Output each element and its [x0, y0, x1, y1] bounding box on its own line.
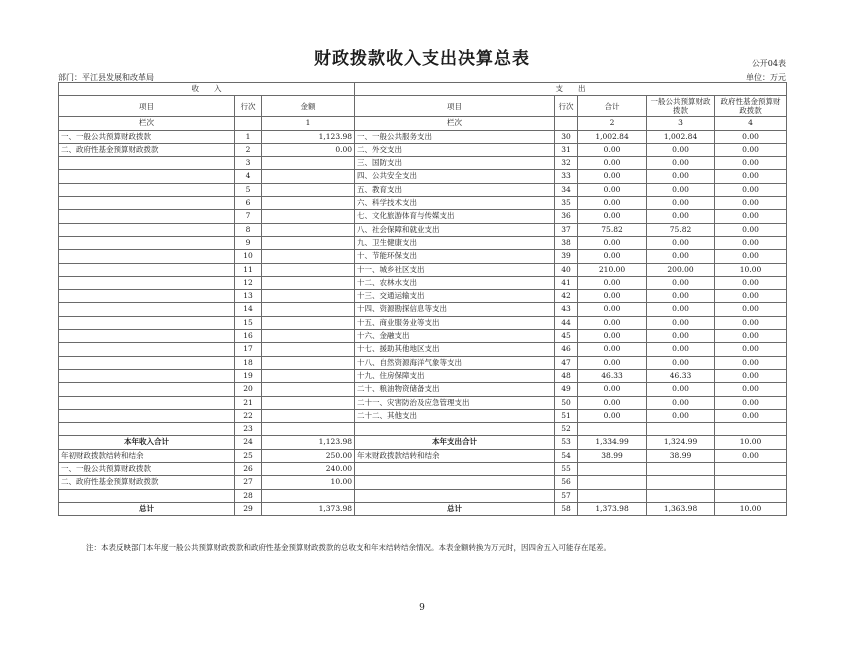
income-item-cell [59, 343, 235, 356]
income-item-cell [59, 210, 235, 223]
expense-line-cell: 41 [555, 276, 578, 289]
total-cell: 0.00 [578, 396, 647, 409]
income-amount-cell: 0.00 [262, 143, 355, 156]
unit-label: 单位：万元 [746, 73, 786, 82]
general-cell: 0.00 [647, 356, 715, 369]
income-amount-cell: 1,123.98 [262, 436, 355, 449]
income-line-cell: 23 [235, 423, 262, 436]
income-item-cell [59, 303, 235, 316]
income-item-cell [59, 489, 235, 502]
total-cell: 0.00 [578, 157, 647, 170]
income-line-cell: 11 [235, 263, 262, 276]
fund-cell: 0.00 [715, 143, 787, 156]
income-line-cell: 1 [235, 130, 262, 143]
fund-cell: 0.00 [715, 343, 787, 356]
table-row [59, 423, 787, 436]
table-row [59, 489, 787, 502]
total-cell: 75.82 [578, 223, 647, 236]
expense-item-cell: 十六、金融支出 [355, 330, 555, 343]
general-cell: 0.00 [647, 330, 715, 343]
table-row [59, 409, 787, 422]
table-row [59, 197, 787, 210]
fund-index: 4 [715, 117, 787, 130]
income-amount-cell [262, 263, 355, 276]
income-item-cell [59, 170, 235, 183]
expense-item-cell: 十七、援助其他地区支出 [355, 343, 555, 356]
table-row [59, 330, 787, 343]
expense-item-cell: 六、科学技术支出 [355, 197, 555, 210]
fund-cell: 0.00 [715, 290, 787, 303]
income-amount-cell [262, 303, 355, 316]
department-label: 部门：平江县发展和改革局 [58, 73, 154, 82]
income-amount-cell [262, 276, 355, 289]
income-line-cell: 22 [235, 409, 262, 422]
general-cell: 0.00 [647, 143, 715, 156]
general-cell: 46.33 [647, 369, 715, 382]
income-line-cell: 15 [235, 316, 262, 329]
income-amount-cell [262, 250, 355, 263]
income-line-cell: 4 [235, 170, 262, 183]
fund-cell [715, 489, 787, 502]
table-row [59, 263, 787, 276]
table-row [59, 476, 787, 489]
general-cell: 200.00 [647, 263, 715, 276]
total-cell: 0.00 [578, 290, 647, 303]
income-amount-cell [262, 423, 355, 436]
expense-line-cell: 31 [555, 143, 578, 156]
expense-line-cell: 44 [555, 316, 578, 329]
income-item-cell [59, 157, 235, 170]
income-item-cell [59, 197, 235, 210]
income-line-cell: 8 [235, 223, 262, 236]
income-amount-cell [262, 396, 355, 409]
total-cell: 1,002.84 [578, 130, 647, 143]
total-cell: 0.00 [578, 343, 647, 356]
income-amount-cell [262, 383, 355, 396]
expense-item-cell: 二十、粮油物资储备支出 [355, 383, 555, 396]
expense-section-header: 支 出 [355, 83, 787, 96]
fund-budget-header: 政府性基金预算财政拨款 [715, 96, 787, 117]
expense-line-cell: 58 [555, 502, 578, 515]
table-row [59, 210, 787, 223]
expense-item-cell: 总计 [355, 502, 555, 515]
expense-index-line [555, 117, 578, 130]
fund-cell: 0.00 [715, 223, 787, 236]
expense-item-cell: 七、文化旅游体育与传媒支出 [355, 210, 555, 223]
income-item-cell: 年初财政拨款结转和结余 [59, 449, 235, 462]
expense-item-cell: 本年支出合计 [355, 436, 555, 449]
total-cell: 210.00 [578, 263, 647, 276]
table-row [59, 369, 787, 382]
expense-line-cell: 55 [555, 463, 578, 476]
income-line-cell: 16 [235, 330, 262, 343]
expense-line-cell: 45 [555, 330, 578, 343]
income-item-cell [59, 383, 235, 396]
expense-line-cell: 48 [555, 369, 578, 382]
general-index: 3 [647, 117, 715, 130]
income-amount-cell [262, 290, 355, 303]
expense-item-cell: 一、一般公共服务支出 [355, 130, 555, 143]
income-item-cell [59, 263, 235, 276]
fund-cell: 0.00 [715, 197, 787, 210]
table-row [59, 236, 787, 249]
expense-line-cell: 43 [555, 303, 578, 316]
income-line-cell: 21 [235, 396, 262, 409]
general-cell: 0.00 [647, 396, 715, 409]
expense-line-cell: 30 [555, 130, 578, 143]
total-cell: 0.00 [578, 276, 647, 289]
table-row [59, 463, 787, 476]
income-item-cell: 一、一般公共预算财政拨款 [59, 463, 235, 476]
fund-cell: 0.00 [715, 170, 787, 183]
general-cell: 0.00 [647, 316, 715, 329]
form-number: 公开04表 [751, 59, 786, 68]
general-cell: 75.82 [647, 223, 715, 236]
income-line-cell: 27 [235, 476, 262, 489]
table-row [59, 343, 787, 356]
income-amount-cell [262, 489, 355, 502]
income-item-cell [59, 223, 235, 236]
expense-item-cell: 五、教育支出 [355, 183, 555, 196]
table-row [59, 143, 787, 156]
expense-line-cell: 35 [555, 197, 578, 210]
table-row [59, 157, 787, 170]
income-amount-cell [262, 236, 355, 249]
expense-item-cell: 三、国防支出 [355, 157, 555, 170]
fund-cell: 0.00 [715, 276, 787, 289]
table-row [59, 396, 787, 409]
budget-summary-table [58, 82, 787, 516]
table-row [59, 383, 787, 396]
fund-cell: 0.00 [715, 396, 787, 409]
expense-item-cell: 十九、住房保障支出 [355, 369, 555, 382]
total-cell: 38.99 [578, 449, 647, 462]
expense-item-cell [355, 489, 555, 502]
income-amount-cell: 1,123.98 [262, 130, 355, 143]
total-cell: 0.00 [578, 250, 647, 263]
income-amount-cell: 240.00 [262, 463, 355, 476]
income-section-header: 收 入 [59, 83, 355, 96]
general-cell: 38.99 [647, 449, 715, 462]
general-cell [647, 423, 715, 436]
income-item-cell [59, 423, 235, 436]
income-item-cell [59, 183, 235, 196]
income-line-cell: 10 [235, 250, 262, 263]
income-amount-header: 金额 [262, 96, 355, 117]
expense-line-cell: 38 [555, 236, 578, 249]
table-row [59, 250, 787, 263]
total-cell: 0.00 [578, 356, 647, 369]
page-number: 9 [419, 603, 425, 613]
income-amount-cell [262, 343, 355, 356]
expense-item-cell: 九、卫生健康支出 [355, 236, 555, 249]
fund-cell: 0.00 [715, 183, 787, 196]
income-amount-cell [262, 316, 355, 329]
column-index-row [59, 117, 787, 130]
report-title: 财政拨款收入支出决算总表 [314, 49, 530, 69]
income-line-cell: 20 [235, 383, 262, 396]
expense-index-label: 栏次 [355, 117, 555, 130]
fund-cell: 0.00 [715, 356, 787, 369]
expense-item-cell [355, 423, 555, 436]
fund-cell [715, 463, 787, 476]
fund-cell: 0.00 [715, 236, 787, 249]
section-header-row [59, 83, 787, 96]
total-cell [578, 489, 647, 502]
income-line-cell: 18 [235, 356, 262, 369]
income-amount-cell [262, 197, 355, 210]
income-item-cell [59, 236, 235, 249]
income-line-cell: 24 [235, 436, 262, 449]
income-line-cell: 14 [235, 303, 262, 316]
income-amount-cell [262, 356, 355, 369]
expense-line-header: 行次 [555, 96, 578, 117]
expense-item-cell: 十四、资源勘探信息等支出 [355, 303, 555, 316]
income-index-amount: 1 [262, 117, 355, 130]
table-row [59, 303, 787, 316]
income-index-line [235, 117, 262, 130]
general-budget-header: 一般公共预算财政拨款 [647, 96, 715, 117]
general-cell: 0.00 [647, 170, 715, 183]
general-cell: 0.00 [647, 250, 715, 263]
total-cell: 0.00 [578, 210, 647, 223]
expense-line-cell: 57 [555, 489, 578, 502]
expense-line-cell: 46 [555, 343, 578, 356]
expense-line-cell: 51 [555, 409, 578, 422]
general-cell: 0.00 [647, 343, 715, 356]
general-cell: 0.00 [647, 303, 715, 316]
income-item-cell: 二、政府性基金预算财政拨款 [59, 143, 235, 156]
income-line-cell: 3 [235, 157, 262, 170]
income-line-cell: 26 [235, 463, 262, 476]
table-row [59, 502, 787, 515]
total-cell: 0.00 [578, 383, 647, 396]
general-cell: 0.00 [647, 290, 715, 303]
expense-item-cell: 四、公共安全支出 [355, 170, 555, 183]
expense-line-cell: 39 [555, 250, 578, 263]
total-cell: 0.00 [578, 330, 647, 343]
expense-item-cell: 二、外交支出 [355, 143, 555, 156]
expense-item-cell: 十八、自然资源海洋气象等支出 [355, 356, 555, 369]
table-row [59, 290, 787, 303]
expense-line-cell: 42 [555, 290, 578, 303]
income-item-cell: 一、一般公共预算财政拨款 [59, 130, 235, 143]
income-line-cell: 17 [235, 343, 262, 356]
expense-item-cell: 十二、农林水支出 [355, 276, 555, 289]
fund-cell: 0.00 [715, 250, 787, 263]
fund-cell: 0.00 [715, 330, 787, 343]
income-amount-cell [262, 409, 355, 422]
income-line-cell: 7 [235, 210, 262, 223]
total-cell: 46.33 [578, 369, 647, 382]
income-amount-cell [262, 157, 355, 170]
income-item-cell [59, 356, 235, 369]
expense-item-header: 项目 [355, 96, 555, 117]
expense-line-cell: 34 [555, 183, 578, 196]
expense-line-cell: 53 [555, 436, 578, 449]
income-line-header: 行次 [235, 96, 262, 117]
income-amount-cell: 250.00 [262, 449, 355, 462]
total-cell: 0.00 [578, 316, 647, 329]
total-cell: 0.00 [578, 183, 647, 196]
table-row [59, 223, 787, 236]
total-cell [578, 463, 647, 476]
fund-cell: 0.00 [715, 409, 787, 422]
income-item-cell [59, 276, 235, 289]
expense-line-cell: 50 [555, 396, 578, 409]
income-index-label: 栏次 [59, 117, 235, 130]
fund-cell [715, 423, 787, 436]
general-cell [647, 476, 715, 489]
table-row [59, 356, 787, 369]
table-row [59, 276, 787, 289]
fund-cell: 10.00 [715, 502, 787, 515]
expense-line-cell: 32 [555, 157, 578, 170]
general-cell [647, 463, 715, 476]
table-row [59, 316, 787, 329]
income-item-cell [59, 396, 235, 409]
fund-cell: 0.00 [715, 210, 787, 223]
general-cell: 0.00 [647, 276, 715, 289]
fund-cell [715, 476, 787, 489]
expense-line-cell: 33 [555, 170, 578, 183]
income-amount-cell [262, 223, 355, 236]
total-cell: 0.00 [578, 143, 647, 156]
total-header: 合计 [578, 96, 647, 117]
fund-cell: 0.00 [715, 316, 787, 329]
income-item-cell [59, 409, 235, 422]
expense-line-cell: 52 [555, 423, 578, 436]
income-line-cell: 2 [235, 143, 262, 156]
fund-cell: 0.00 [715, 157, 787, 170]
income-amount-cell [262, 210, 355, 223]
income-amount-cell: 1,373.98 [262, 502, 355, 515]
income-amount-cell: 10.00 [262, 476, 355, 489]
income-amount-cell [262, 183, 355, 196]
expense-item-cell: 十一、城乡社区支出 [355, 263, 555, 276]
expense-item-cell: 十三、交通运输支出 [355, 290, 555, 303]
income-line-cell: 25 [235, 449, 262, 462]
income-item-cell [59, 369, 235, 382]
general-cell: 0.00 [647, 197, 715, 210]
income-item-cell: 总计 [59, 502, 235, 515]
total-index: 2 [578, 117, 647, 130]
fund-cell: 0.00 [715, 383, 787, 396]
total-cell: 1,334.99 [578, 436, 647, 449]
income-amount-cell [262, 369, 355, 382]
income-line-cell: 28 [235, 489, 262, 502]
income-line-cell: 12 [235, 276, 262, 289]
expense-line-cell: 40 [555, 263, 578, 276]
income-line-cell: 29 [235, 502, 262, 515]
expense-item-cell [355, 476, 555, 489]
income-item-header: 项目 [59, 96, 235, 117]
general-cell [647, 489, 715, 502]
total-cell: 1,373.98 [578, 502, 647, 515]
general-cell: 0.00 [647, 157, 715, 170]
general-cell: 1,002.84 [647, 130, 715, 143]
table-row [59, 130, 787, 143]
general-cell: 1,324.99 [647, 436, 715, 449]
expense-line-cell: 37 [555, 223, 578, 236]
expense-item-cell: 年末财政拨款结转和结余 [355, 449, 555, 462]
income-item-cell [59, 330, 235, 343]
expense-item-cell: 二十一、灾害防治及应急管理支出 [355, 396, 555, 409]
income-line-cell: 19 [235, 369, 262, 382]
expense-item-cell [355, 463, 555, 476]
expense-line-cell: 54 [555, 449, 578, 462]
expense-line-cell: 36 [555, 210, 578, 223]
column-header-row [59, 96, 787, 117]
income-amount-cell [262, 330, 355, 343]
expense-item-cell: 八、社会保障和就业支出 [355, 223, 555, 236]
income-item-cell: 二、政府性基金预算财政拨款 [59, 476, 235, 489]
general-cell: 1,363.98 [647, 502, 715, 515]
total-cell: 0.00 [578, 197, 647, 210]
expense-line-cell: 47 [555, 356, 578, 369]
general-cell: 0.00 [647, 236, 715, 249]
fund-cell: 0.00 [715, 369, 787, 382]
fund-cell: 10.00 [715, 436, 787, 449]
income-item-cell [59, 250, 235, 263]
total-cell: 0.00 [578, 303, 647, 316]
income-line-cell: 6 [235, 197, 262, 210]
table-row [59, 436, 787, 449]
total-cell: 0.00 [578, 409, 647, 422]
total-cell [578, 423, 647, 436]
income-line-cell: 9 [235, 236, 262, 249]
total-cell: 0.00 [578, 170, 647, 183]
general-cell: 0.00 [647, 210, 715, 223]
general-cell: 0.00 [647, 383, 715, 396]
expense-item-cell: 十、节能环保支出 [355, 250, 555, 263]
expense-item-cell: 十五、商业服务业等支出 [355, 316, 555, 329]
footnote: 注：本表反映部门本年度一般公共预算财政拨款和政府性基金预算财政拨款的总收支和年末结转结余情况。本表金额转换为万元时，因四舍五入可能存在尾差。 [86, 543, 611, 552]
fund-cell: 10.00 [715, 263, 787, 276]
general-cell: 0.00 [647, 409, 715, 422]
expense-item-cell: 二十二、其他支出 [355, 409, 555, 422]
fund-cell: 0.00 [715, 303, 787, 316]
total-cell [578, 476, 647, 489]
expense-line-cell: 49 [555, 383, 578, 396]
total-cell: 0.00 [578, 236, 647, 249]
general-cell: 0.00 [647, 183, 715, 196]
fund-cell: 0.00 [715, 449, 787, 462]
income-line-cell: 5 [235, 183, 262, 196]
expense-line-cell: 56 [555, 476, 578, 489]
income-item-cell [59, 290, 235, 303]
income-item-cell: 本年收入合计 [59, 436, 235, 449]
table-row [59, 170, 787, 183]
income-line-cell: 13 [235, 290, 262, 303]
table-row [59, 183, 787, 196]
income-amount-cell [262, 170, 355, 183]
income-item-cell [59, 316, 235, 329]
fund-cell: 0.00 [715, 130, 787, 143]
table-row [59, 449, 787, 462]
